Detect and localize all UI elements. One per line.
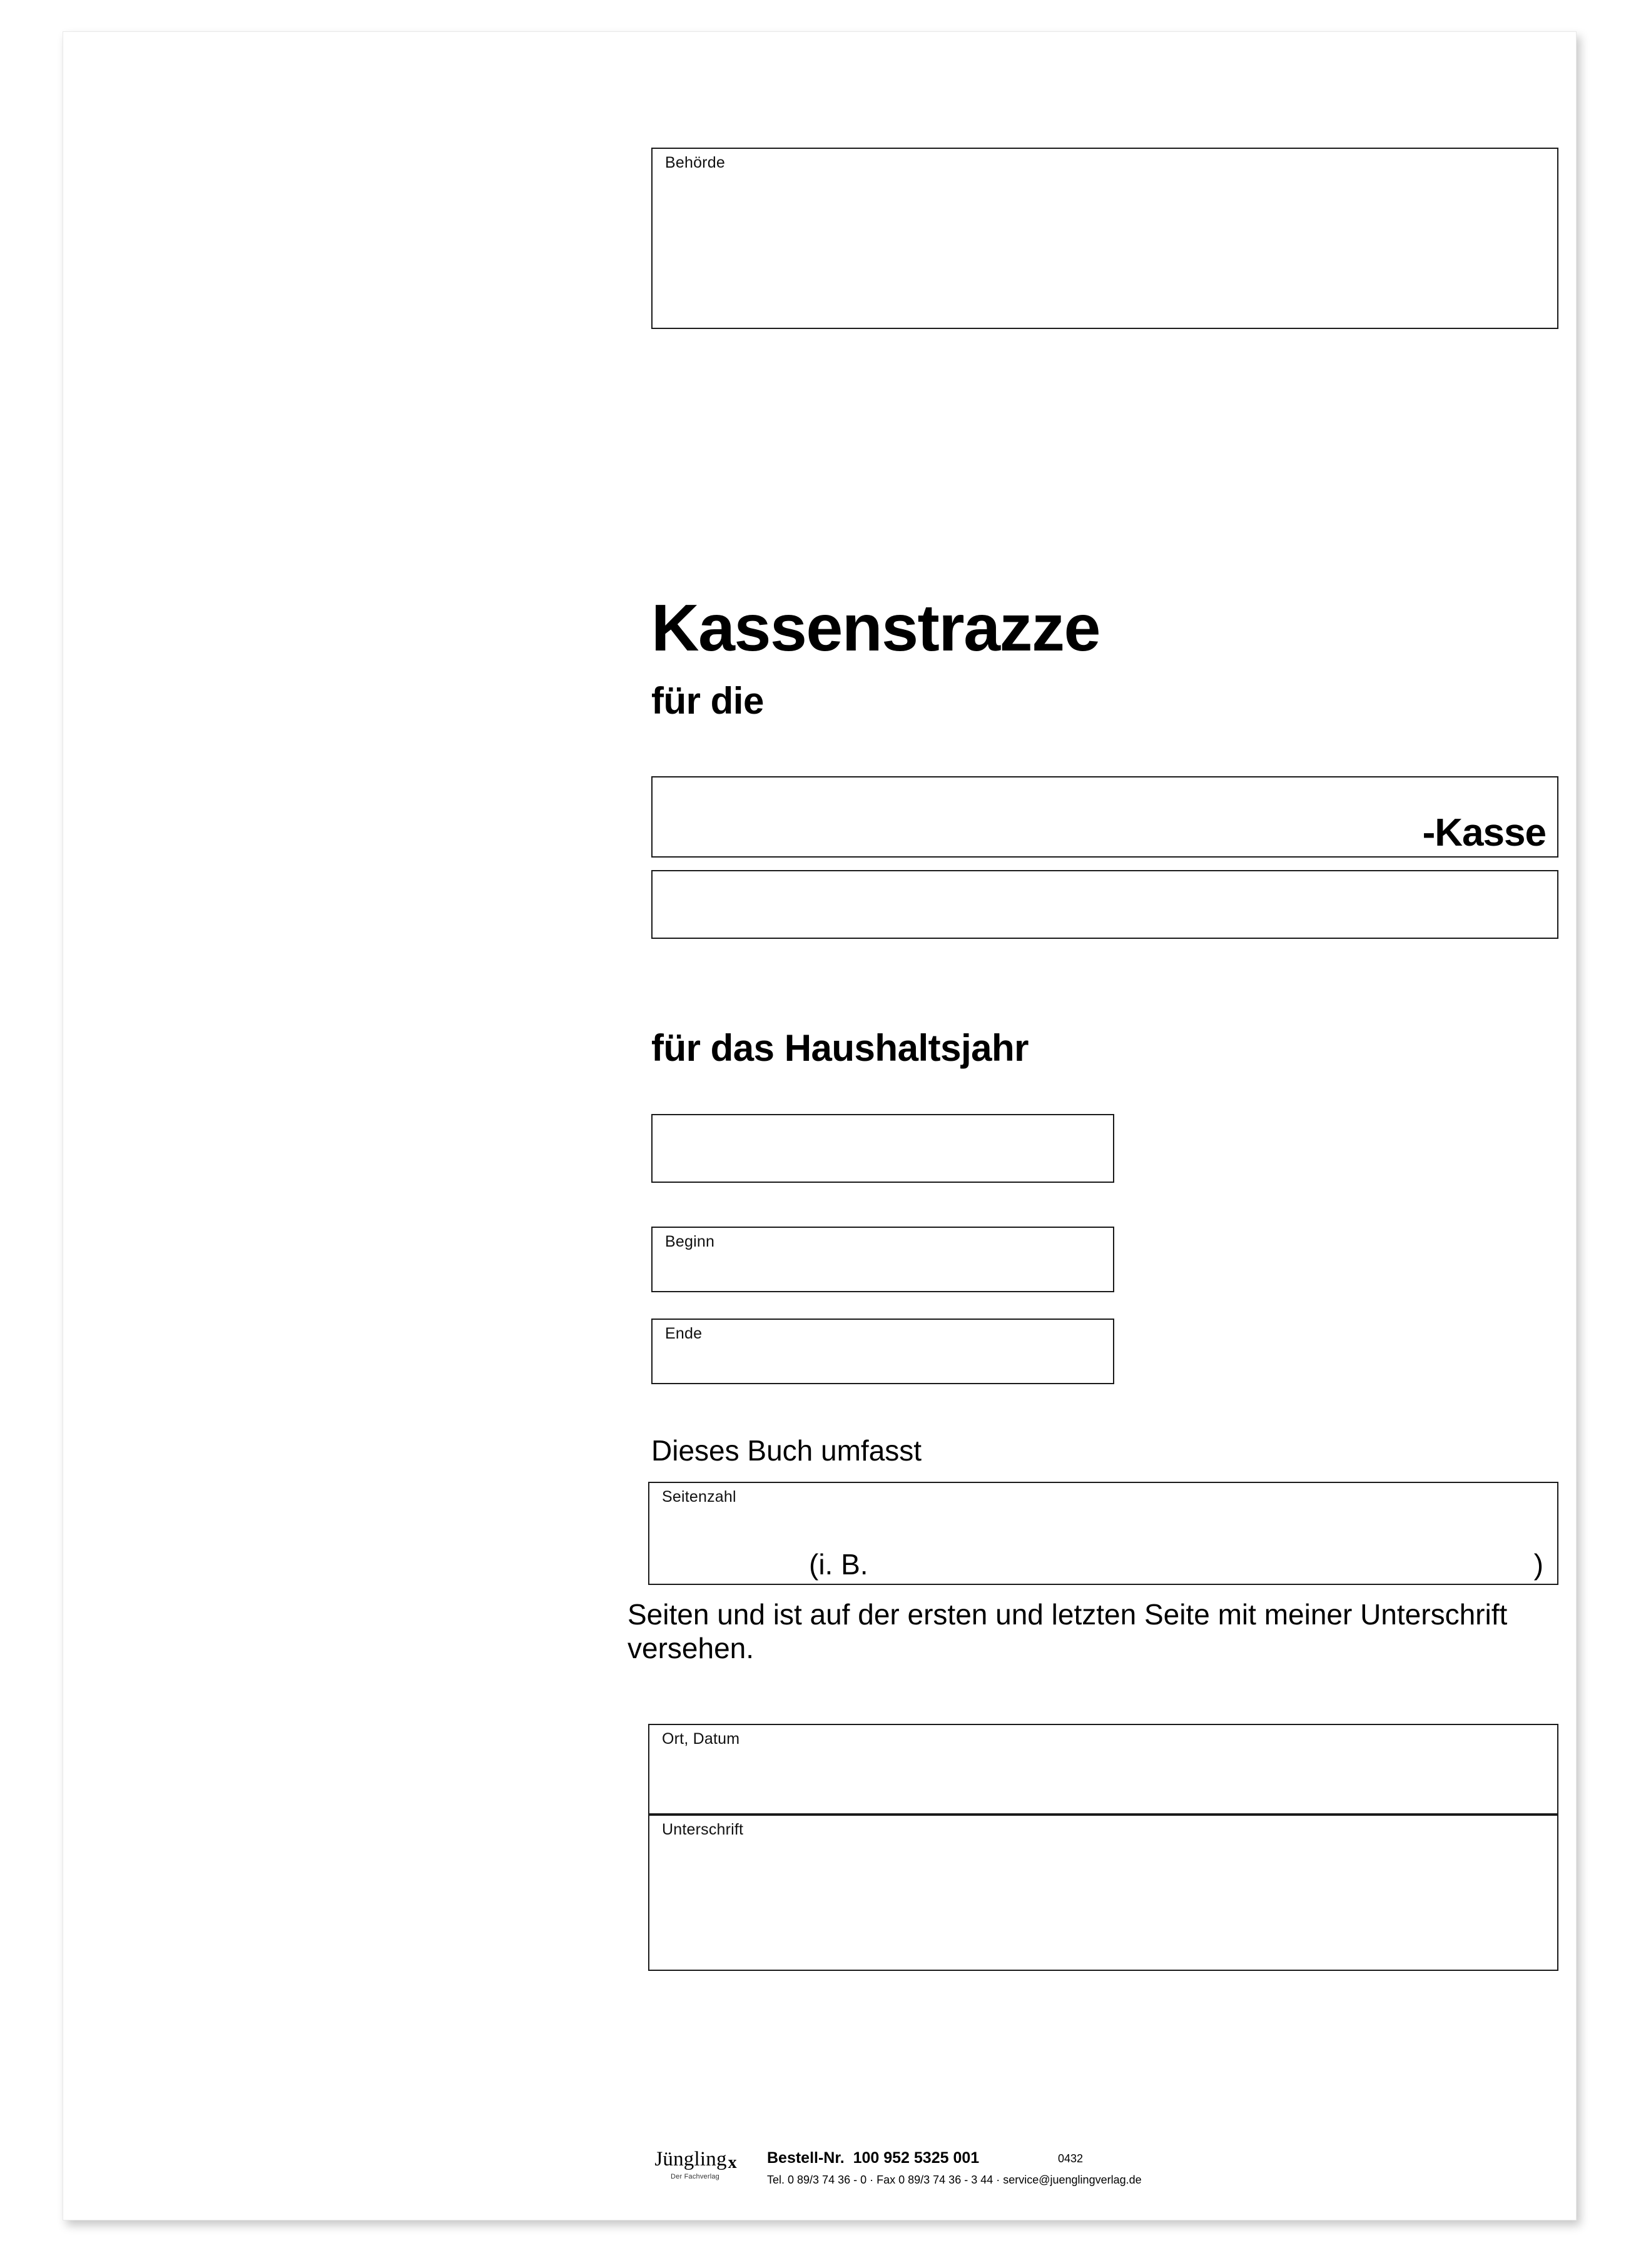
publisher-name: Jüngling [654,2148,727,2170]
haushaltsjahr-field[interactable] [651,1114,1114,1183]
kasse-suffix-label: -Kasse [1422,811,1546,854]
order-number-line [767,2150,979,2166]
footer [633,2149,1571,2205]
kasse-extra-field[interactable] [651,870,1558,939]
form-content [589,32,1558,2220]
publisher-logo [633,2149,758,2180]
seitenzahl-label: Seitenzahl [662,1488,736,1506]
ende-field[interactable] [651,1319,1114,1384]
unterschrift-label: Unterschrift [662,1821,744,1838]
in-buchstaben-close-label: ) [1533,1548,1543,1581]
seiten-paragraph: Seiten und ist auf der ersten und letzten Seite mit meiner Unterschrift versehen. [628,1598,1508,1665]
kasse-name-field[interactable] [651,776,1558,858]
page-subtitle: für die [651,680,764,722]
in-buchstaben-open-label: (i. B. [809,1548,868,1581]
beginn-label: Beginn [665,1233,715,1250]
ende-label: Ende [665,1325,703,1342]
order-number: 100 952 5325 001 [853,2149,980,2167]
behoerde-label: Behörde [665,154,725,171]
form-page [63,31,1577,2220]
haushaltsjahr-heading: für das Haushaltsjahr [651,1027,1029,1069]
page-title: Kassenstrazze [651,591,1100,665]
umfasst-text: Dieses Buch umfasst [651,1434,922,1467]
order-label: Bestell-Nr. [767,2149,845,2167]
seitenzahl-field[interactable] [648,1482,1558,1585]
unterschrift-field[interactable] [648,1815,1558,1971]
publisher-mark-icon: x [728,2153,737,2172]
ort-datum-label: Ort, Datum [662,1730,740,1748]
form-code: 0432 [1058,2152,1084,2165]
behoerde-field[interactable] [651,148,1558,329]
beginn-field[interactable] [651,1227,1114,1292]
publisher-tagline: Der Fachverlag [671,2173,719,2180]
contact-line: Tel. 0 89/3 74 36 - 0 · Fax 0 89/3 74 36 - 3 44 · service@juenglingverlag.de [767,2174,1142,2186]
ort-datum-field[interactable] [648,1724,1558,1815]
